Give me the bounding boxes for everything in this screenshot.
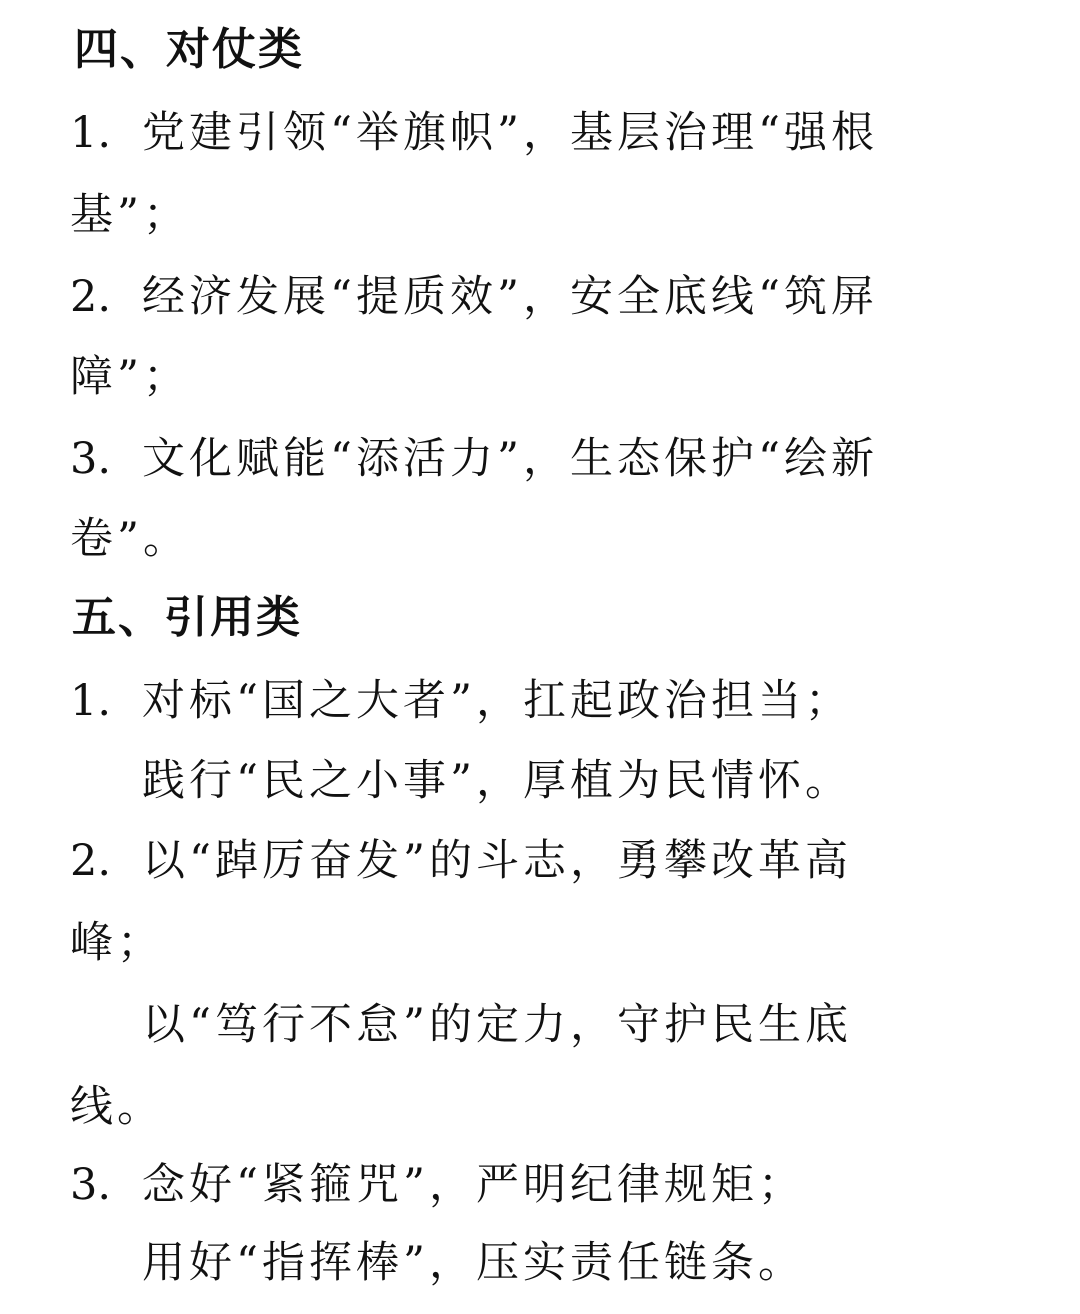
item-text: 念好“紧箍咒”，严明纪律规矩； <box>142 1160 805 1210</box>
item-number: 2. <box>70 836 112 886</box>
item-number: 2. <box>70 272 112 322</box>
list-item-5-1-line1 <box>70 676 852 726</box>
list-item-4-1-line2: 基”； <box>70 190 190 240</box>
item-text: 对标“国之大者”，扛起政治担当； <box>142 676 852 726</box>
list-item-5-3-line2: 用好“指挥棒”，压实责任链条。 <box>142 1238 805 1288</box>
item-number: 1. <box>70 676 112 726</box>
list-item-4-3-line2: 卷”。 <box>70 514 190 564</box>
item-text: 以“踔厉奋发”的斗志，勇攀改革高 <box>142 836 852 886</box>
list-item-5-2-line1 <box>70 836 852 886</box>
item-number: 3. <box>70 1160 112 1210</box>
section-heading-4: 四、对仗类 <box>74 24 304 75</box>
list-item-4-2-line2: 障”； <box>70 352 190 402</box>
list-item-4-3-line1 <box>70 434 878 484</box>
section-heading-5: 五、引用类 <box>72 592 302 643</box>
item-text: 经济发展“提质效”，安全底线“筑屏 <box>142 272 878 322</box>
list-item-5-2-line4: 线。 <box>70 1082 164 1132</box>
list-item-4-2-line1 <box>70 272 878 322</box>
list-item-5-2-line2: 峰； <box>70 918 164 968</box>
item-number: 3. <box>70 434 112 484</box>
list-item-5-2-line3: 以“笃行不怠”的定力，守护民生底 <box>142 1000 852 1050</box>
list-item-4-1-line1 <box>70 108 878 158</box>
list-item-5-1-line2: 践行“民之小事”，厚植为民情怀。 <box>142 756 852 806</box>
item-text: 党建引领“举旗帜”，基层治理“强根 <box>142 108 878 158</box>
item-number: 1. <box>70 108 112 158</box>
item-text: 文化赋能“添活力”，生态保护“绘新 <box>142 434 878 484</box>
list-item-5-3-line1 <box>70 1160 805 1210</box>
